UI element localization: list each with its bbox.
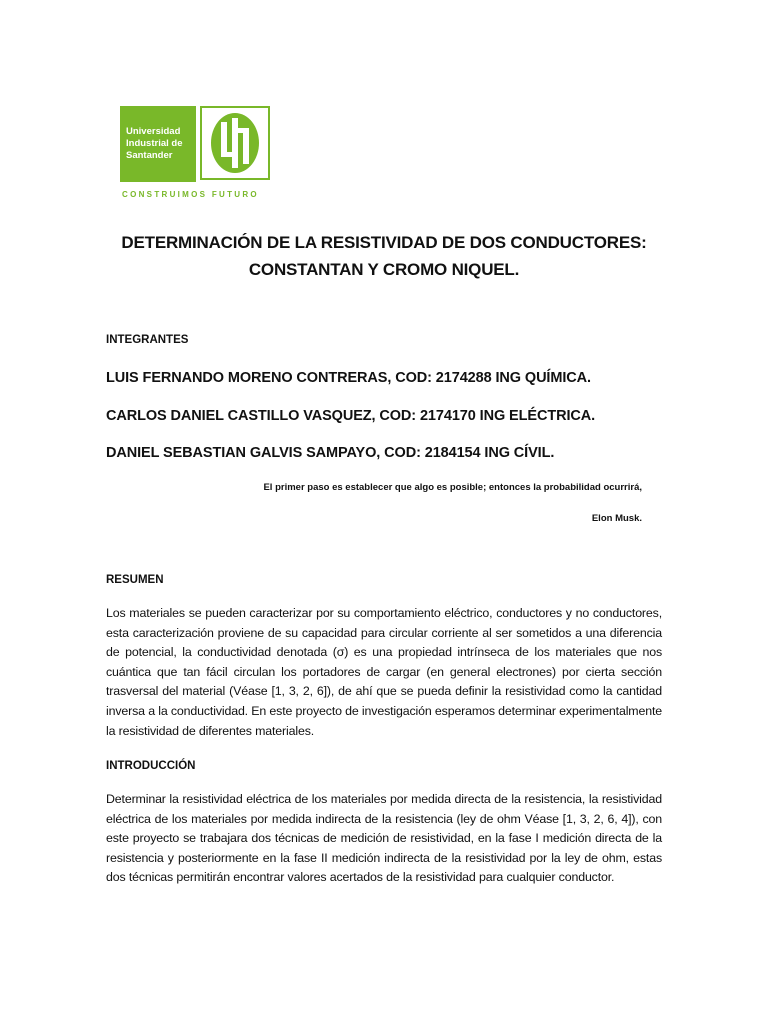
introduccion-body: Determinar la resistividad eléctrica de los materiales por medida directa de la resistencia, la resistividad eléctrica de los materiales por medida indirecta de la resistencia (ley de ohm Véase [1, 3, 2, 6, 4]), con este proyecto se trabajara dos técnicas de medición de resistividad, en la fase I medición directa de la resistencia y posteriormente en la fase II medición indirecta de la resistividad por la ley de ohm, estas dos técnicas permitirán encontrar valores acertados de la resistividad para cualquier conductor. [106,792,662,885]
member-1: LUIS FERNANDO MORENO CONTRERAS, COD: 2174288 ING QUÍMICA. [106,370,591,386]
logo-monogram [200,106,270,180]
university-logo [120,106,272,202]
member-2: CARLOS DANIEL CASTILLO VASQUEZ, COD: 2174170 ING ELÉCTRICA. [106,408,596,424]
member-3: DANIEL SEBASTIAN GALVIS SAMPAYO, COD: 2184154 ING CÍVIL. [106,445,555,461]
introduccion-heading: INTRODUCCIÓN [106,760,196,772]
uis-monogram-icon [202,108,268,178]
logo-green-block [120,106,196,182]
epigraph-quote: El primer paso es establecer que algo es posible; entonces la probabilidad ocurrirá, [263,482,642,493]
resumen-body: Los materiales se pueden caracterizar por su comportamiento eléctrico, conductores y no conductores, esta caracterización proviene de su capacidad para circular corriente al ser sometidos a una diferencia de potencial, la conductividad denotada (σ) es una propiedad intrínseca de los materiales que nos cuántica que tan fácil circulan los portadores de cargar (en general electrones) por cierta sección trasversal del material (Véase [1, 3, 2, 6]), de ahí que se pueda definir la resistividad como la cantidad inversa a la conductividad. En este proyecto de investigación esperamos determinar experimentalmente la resistividad de diferentes materiales. [106,606,662,738]
epigraph-author: Elon Musk. [591,513,642,524]
members-heading: INTEGRANTES [106,334,189,346]
document-title-line-1: DETERMINACIÓN DE LA RESISTIVIDAD DE DOS CONDUCTORES: [121,233,647,252]
logo-tagline: CONSTRUIMOS FUTURO [122,190,259,199]
resumen-heading: RESUMEN [106,574,164,586]
logo-university-name: Universidad Industrial de Santander [126,126,183,161]
document-title-line-2: CONSTANTAN Y CROMO NIQUEL. [248,260,520,279]
